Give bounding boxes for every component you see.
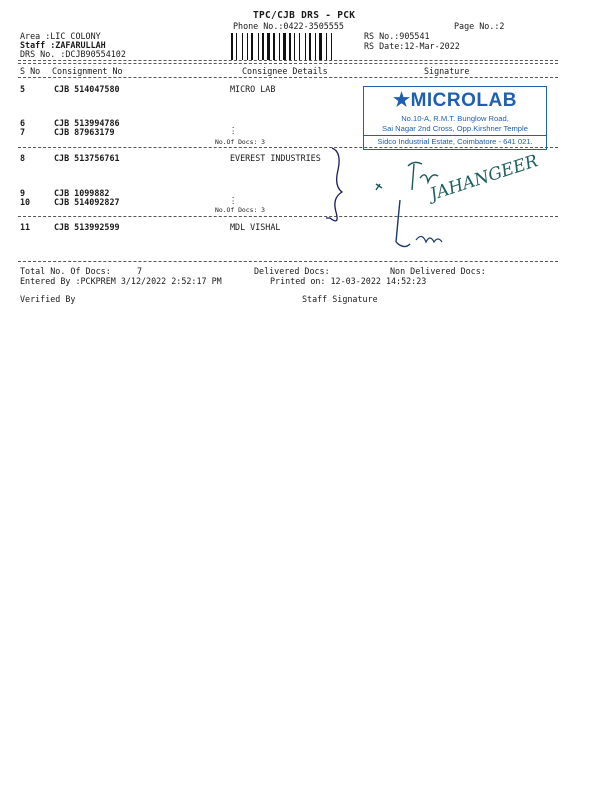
row-sno: 6 bbox=[20, 118, 26, 128]
row-sno: 11 bbox=[20, 222, 31, 232]
stamp-address-line1: No.10-A, R.M.T. Bunglow Road, bbox=[401, 114, 509, 123]
row-sno: 10 bbox=[20, 197, 31, 207]
row-sno: 8 bbox=[20, 153, 26, 163]
delivered-docs-label: Delivered Docs: bbox=[254, 266, 330, 276]
document-title: TPC/CJB DRS - PCK bbox=[253, 10, 356, 21]
stamp-address-line3: Sidco Industrial Estate, Coimbatore - 641 021. bbox=[364, 135, 546, 146]
col-sno: S No bbox=[20, 66, 41, 76]
printed-on: Printed on: 12-03-2022 14:52:23 bbox=[270, 276, 427, 286]
row-consignment: CJB 87963179 bbox=[54, 127, 115, 137]
row-consignment: CJB 513994786 bbox=[54, 118, 120, 128]
phone-number: Phone No.:0422-3505555 bbox=[233, 21, 344, 31]
row-sno: 9 bbox=[20, 188, 26, 198]
consignee-name: MICRO LAB bbox=[230, 84, 276, 94]
non-delivered-docs-label: Non Delivered Docs: bbox=[390, 266, 486, 276]
row-sno: 5 bbox=[20, 84, 26, 94]
entered-by: Entered By :PCKPREM 3/12/2022 2:52:17 PM bbox=[20, 276, 222, 286]
area-field: Area :LIC COLONY bbox=[20, 31, 101, 41]
barcode bbox=[231, 33, 355, 60]
stamp-address-line2: Sai Nagar 2nd Cross, Opp.Kirshner Temple bbox=[382, 124, 528, 133]
page-number: Page No.:2 bbox=[454, 21, 505, 31]
table-end-divider bbox=[18, 261, 558, 262]
consignee-name: MDL VISHAL bbox=[230, 222, 281, 232]
dot-marker: . bbox=[231, 192, 236, 200]
handwritten-name: JAHANGEER bbox=[427, 151, 541, 205]
dot-marker: : bbox=[231, 198, 236, 206]
drs-number: DRS No. :DCJB90554102 bbox=[20, 49, 126, 59]
row-consignment: CJB 514092827 bbox=[54, 197, 120, 207]
row-consignment: CJB 514047580 bbox=[54, 84, 120, 94]
dot-marker: : bbox=[231, 128, 236, 136]
total-docs-value: 7 bbox=[137, 266, 143, 276]
stamp-name: ★MICROLAB bbox=[393, 90, 517, 111]
dot-marker: . bbox=[231, 122, 236, 130]
verified-by: Verified By bbox=[20, 294, 76, 304]
docs-count: No.Of Docs: 3 bbox=[215, 138, 266, 146]
col-consignment: Consignment No bbox=[52, 66, 123, 76]
column-divider bbox=[18, 77, 558, 78]
staff-field: Staff :ZAFARULLAH bbox=[20, 40, 106, 50]
row-sno: 7 bbox=[20, 127, 26, 137]
consignee-name: EVEREST INDUSTRIES bbox=[230, 153, 321, 163]
col-signature: Signature bbox=[424, 66, 470, 76]
col-consignee: Consignee Details bbox=[242, 66, 328, 76]
row-consignment: CJB 513992599 bbox=[54, 222, 120, 232]
row-consignment: CJB 513756761 bbox=[54, 153, 120, 163]
staff-signature: Staff Signature bbox=[302, 294, 378, 304]
docs-count: No.Of Docs: 3 bbox=[215, 206, 266, 214]
row-consignment: CJB 1099882 bbox=[54, 188, 110, 198]
rs-number: RS No.:905541 bbox=[364, 31, 430, 41]
rs-date: RS Date:12-Mar-2022 bbox=[364, 41, 460, 51]
header-divider bbox=[18, 60, 558, 64]
total-docs-label: Total No. Of Docs: bbox=[20, 266, 111, 276]
